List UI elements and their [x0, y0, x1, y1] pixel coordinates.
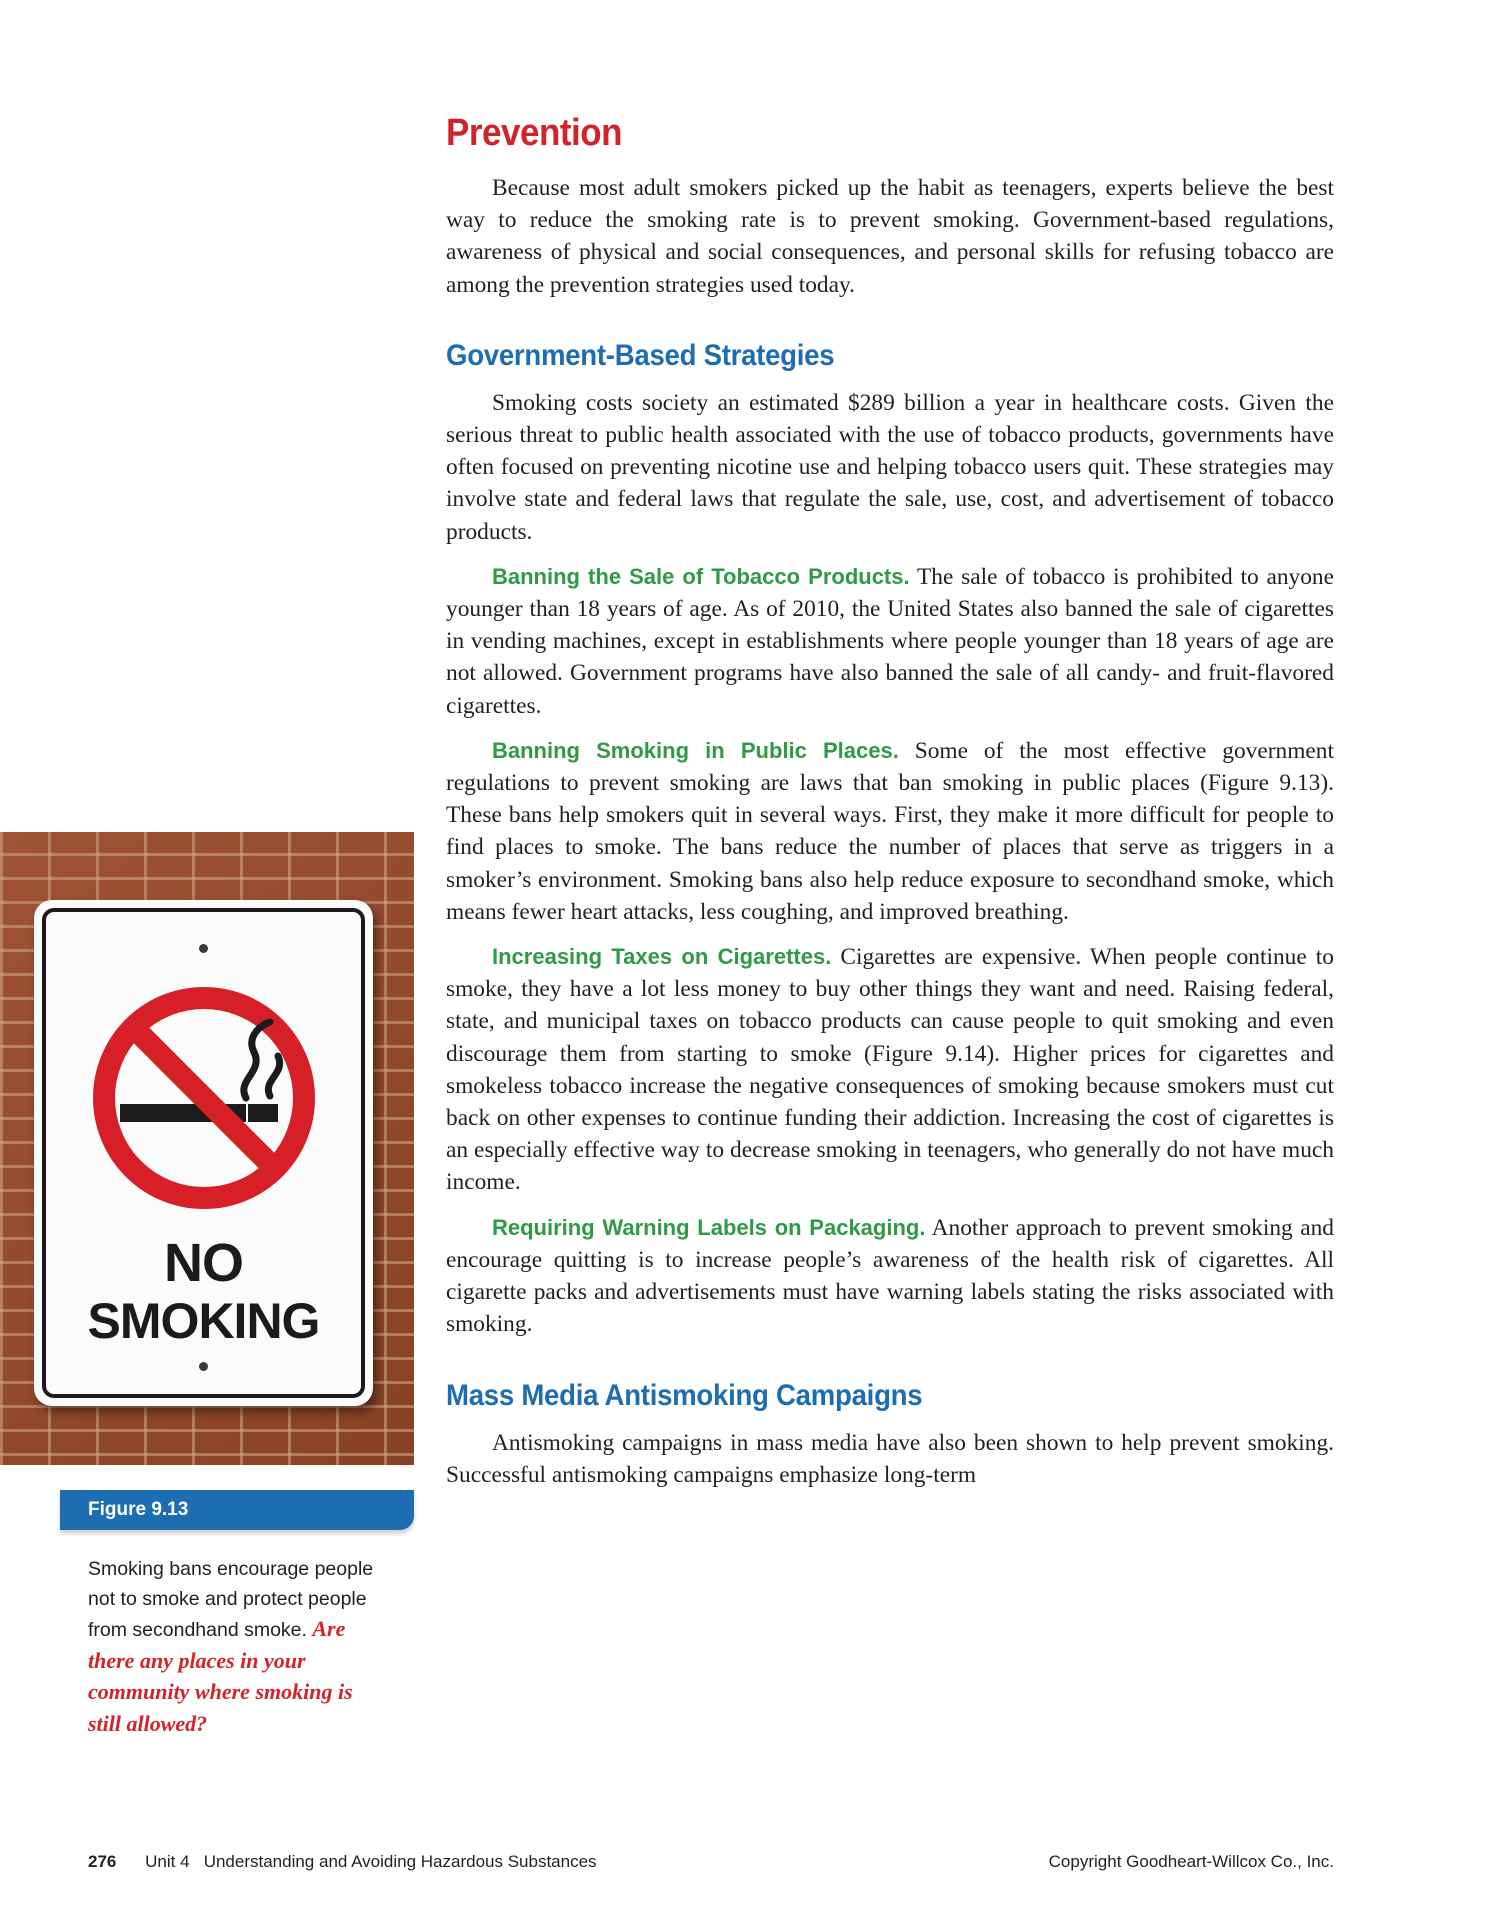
unit-title: Unit 4 Understanding and Avoiding Hazardous Substances — [145, 1852, 597, 1871]
caption-question: Are there any places in your community where smoking is still allowed? — [88, 1616, 353, 1736]
paragraph-increasing-taxes — [446, 941, 1334, 1199]
figure-caption — [88, 1555, 388, 1740]
government-intro: Smoking costs society an estimated $289 billion a year in healthcare costs. Given the serious threat to public health associated with the use of tobacco products, governments have often focused on preventing nicotine use and helping tobacco users quit. These strategies may involve state and federal laws that regulate the sale, use, cost, and advertisement of tobacco products. — [446, 389, 1334, 545]
page-number: 276 — [88, 1852, 117, 1871]
sign-text-no: NO — [164, 1233, 243, 1293]
figure-label-badge — [60, 1490, 414, 1530]
main-column — [446, 110, 1334, 1504]
paragraph-text: Some of the most effective government regulations to prevent smoking are laws that ban smoking in public places (Figure 9.13). These bans help smokers quit in several ways. First, they make it more difficult for people to find places to smoke. The bans reduce the number of places that serve as triggers in a smoker’s environment. Smoking bans also help reduce exposure to secondhand smoke, which means fewer heart attacks, less coughing, and improved breathing. — [446, 737, 1334, 925]
paragraph-warning-labels — [446, 1212, 1334, 1341]
figure-no-smoking-photo — [0, 832, 414, 1465]
no-smoking-sign — [34, 900, 373, 1406]
paragraph-text: The sale of tobacco is prohibited to anyone younger than 18 years of age. As of 2010, the United States also banned the sale of cigarettes in vending machines, except in establishments where people younger than 18 years of age are not allowed. Government programs have also banned the sale of all candy- and fruit-flavored cigarettes. — [446, 563, 1334, 719]
run-head-warning-labels: Requiring Warning Labels on Packaging. — [492, 1214, 926, 1240]
paragraph-banning-sale — [446, 561, 1334, 722]
section-title-prevention: Prevention — [446, 112, 623, 154]
subsection-title-mass-media: Mass Media Antismoking Campaigns — [446, 1378, 923, 1412]
no-smoking-icon — [86, 980, 322, 1216]
caption-statement: Smoking bans encourage people not to smoke and protect people from secondhand smoke. — [88, 1558, 374, 1641]
sign-text-smoking: SMOKING — [87, 1293, 320, 1349]
run-head-increasing-taxes: Increasing Taxes on Cigarettes. — [492, 944, 832, 970]
paragraph-text: Another approach to prevent smoking and encourage quitting is to increase people’s awareness of the health risk of cigarettes. All cigarette packs and advertisements must have warning labels stating the risks associated with smoking. — [446, 1214, 1334, 1338]
mass-media-intro: Antismoking campaigns in mass media have also been shown to help prevent smoking. Successful antismoking campaigns emphasize long-term — [446, 1429, 1334, 1488]
prevention-intro: Because most adult smokers picked up the habit as teenagers, experts believe the best way to reduce the smoking rate is to prevent smoking. Government-based regulations, awareness of physical and social consequences, and personal skills for refusing tobacco are among the prevention strategies used today. — [446, 175, 1334, 298]
sign-bolt-top — [199, 944, 208, 953]
figure-label: Figure 9.13 — [88, 1499, 189, 1520]
footer-copyright: Copyright Goodheart-Willcox Co., Inc. — [1048, 1852, 1334, 1871]
sign-bolt-bottom — [199, 1362, 208, 1371]
paragraph-banning-public — [446, 735, 1334, 928]
paragraph-text: Cigarettes are expensive. When people continue to smoke, they have a lot less money to buy other things they want and need. Raising federal, state, and municipal taxes on tobacco products can cause people to quit smoking and even discourage them from starting to smoke (Figure 9.14). Higher prices for cigarettes and smokeless tobacco increase the negative consequences of smoking because smokers must cut back on other expenses to continue funding their addiction. Increasing the cost of cigarettes is an especially effective way to decrease smoking in teenagers, who generally do not have much income. — [446, 944, 1335, 1196]
subsection-title-government: Government-Based Strategies — [446, 338, 835, 372]
run-head-banning-public: Banning Smoking in Public Places. — [492, 737, 899, 763]
run-head-banning-sale: Banning the Sale of Tobacco Products. — [492, 563, 910, 589]
footer-left — [88, 1852, 597, 1872]
